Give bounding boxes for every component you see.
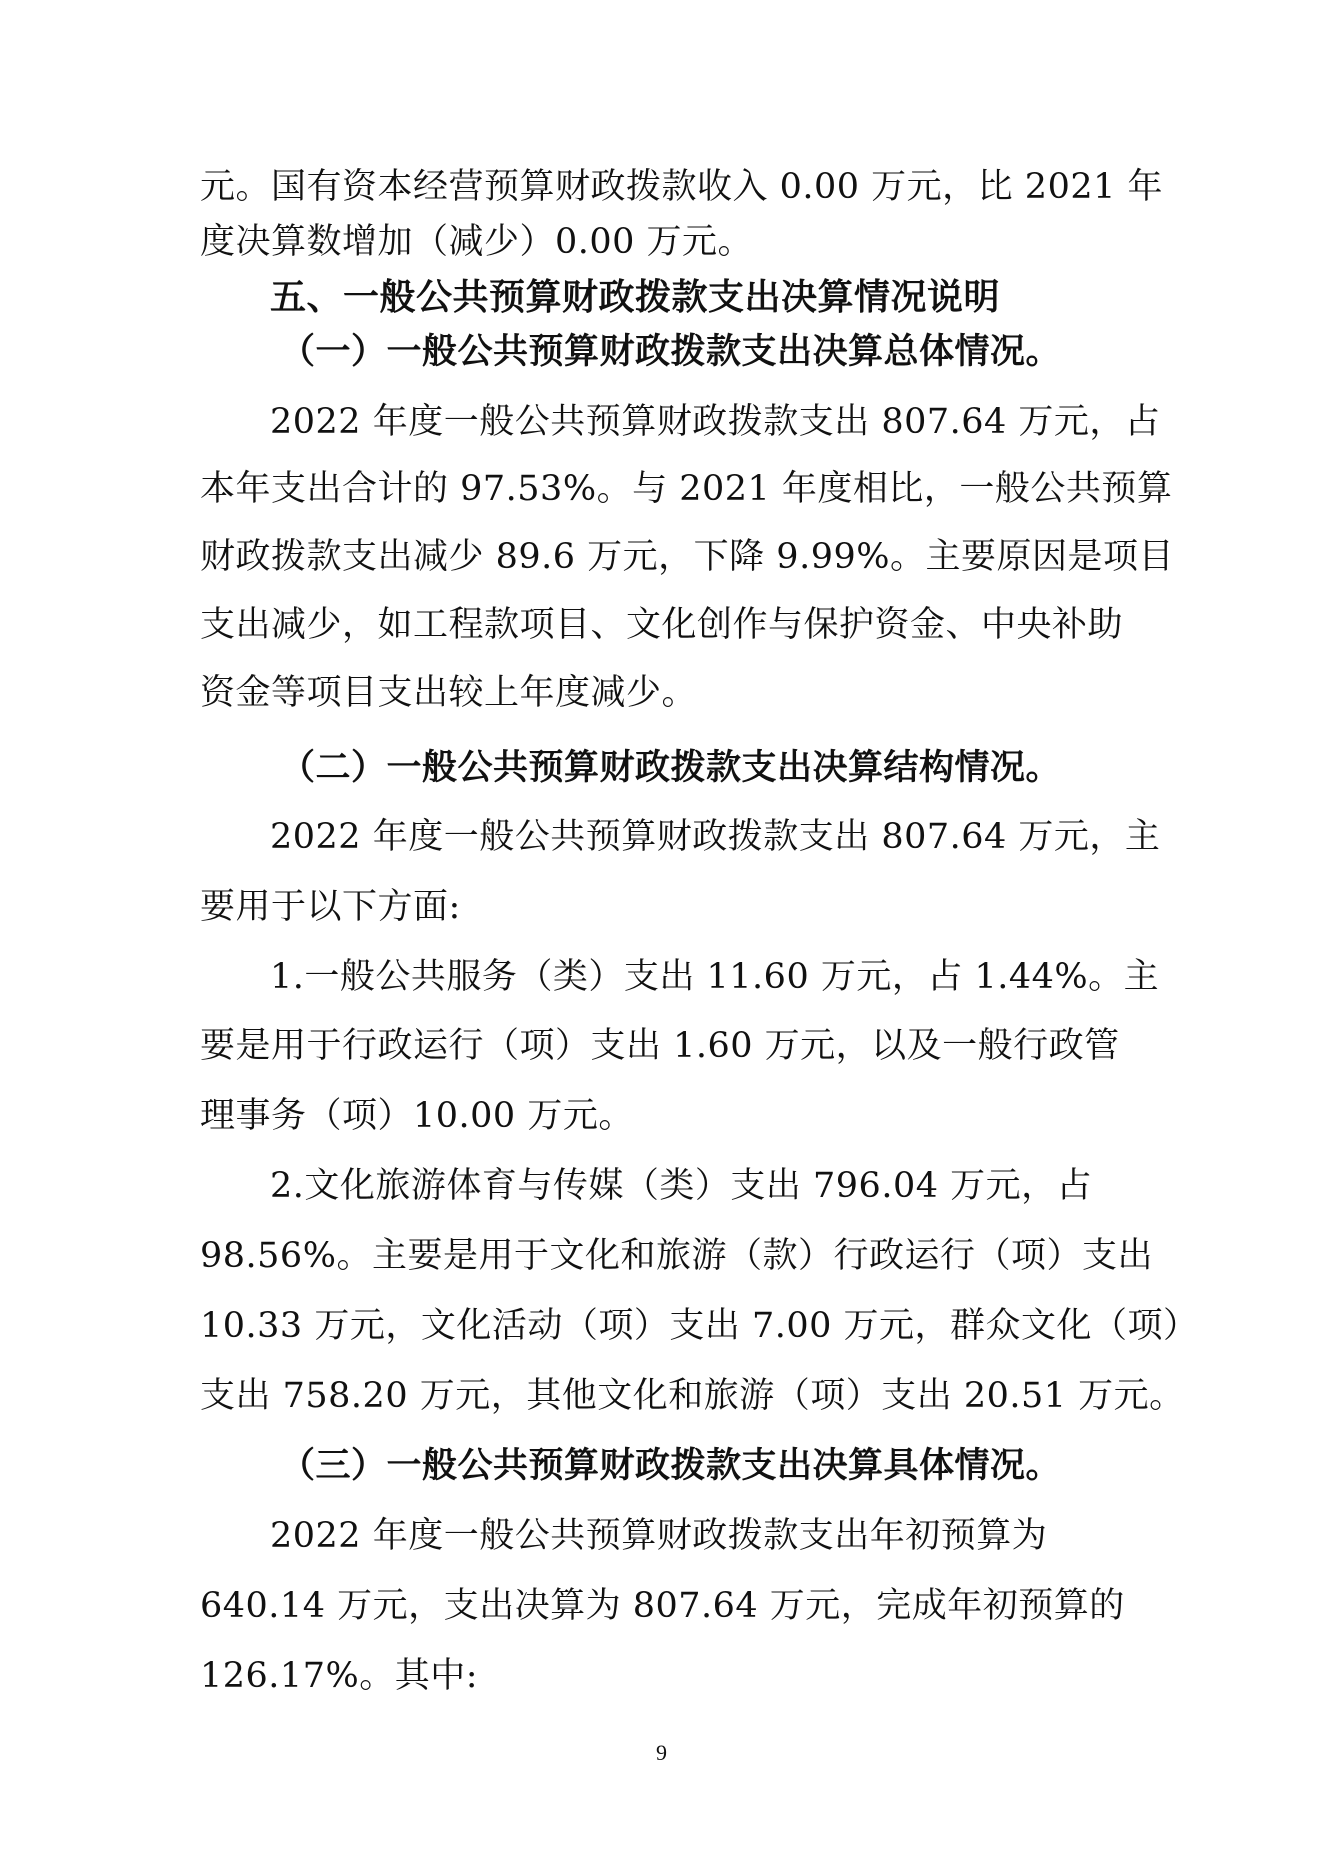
paragraph-line: 资金等项目支出较上年度减少。 [200,673,698,713]
subsection-heading: （三）一般公共预算财政拨款支出决算具体情况。 [280,1445,1062,1486]
paragraph-line: 640.14 万元，支出决算为 807.64 万元，完成年初预算的 [200,1586,1125,1626]
section-heading: 五、一般公共预算财政拨款支出决算情况说明 [270,277,1001,318]
page-number: 9 [656,1740,667,1765]
paragraph-line: 本年支出合计的 97.53%。与 2021 年度相比，一般公共预算 [200,469,1173,509]
paragraph-line: 要是用于行政运行（项）支出 1.60 万元，以及一般行政管 [200,1026,1120,1066]
list-item-line: 2.文化旅游体育与传媒（类）支出 796.04 万元，占 [270,1166,1093,1206]
paragraph-line: 2022 年度一般公共预算财政拨款支出 807.64 万元，占 [270,402,1161,442]
subsection-heading: （一）一般公共预算财政拨款支出决算总体情况。 [280,331,1062,372]
paragraph-line: 理事务（项）10.00 万元。 [200,1096,634,1136]
paragraph-line: 度决算数增加（减少）0.00 万元。 [200,222,754,262]
subsection-heading: （二）一般公共预算财政拨款支出决算结构情况。 [280,747,1062,788]
paragraph-line: 元。国有资本经营预算财政拨款收入 0.00 万元，比 2021 年 [200,167,1164,207]
paragraph-line: 支出减少，如工程款项目、文化创作与保护资金、中央补助 [200,605,1124,645]
paragraph-line: 98.56%。主要是用于文化和旅游（款）行政运行（项）支出 [200,1236,1153,1276]
paragraph-line: 2022 年度一般公共预算财政拨款支出 807.64 万元，主 [270,817,1161,857]
paragraph-line: 126.17%。其中: [200,1656,479,1696]
paragraph-line: 要用于以下方面: [200,887,461,927]
list-item-line: 1.一般公共服务（类）支出 11.60 万元，占 1.44%。主 [270,957,1160,997]
paragraph-line: 2022 年度一般公共预算财政拨款支出年初预算为 [270,1516,1048,1556]
paragraph-line: 财政拨款支出减少 89.6 万元，下降 9.99%。主要原因是项目 [200,537,1174,577]
paragraph-line: 10.33 万元，文化活动（项）支出 7.00 万元，群众文化（项） [200,1306,1199,1346]
paragraph-line: 支出 758.20 万元，其他文化和旅游（项）支出 20.51 万元。 [200,1376,1185,1416]
